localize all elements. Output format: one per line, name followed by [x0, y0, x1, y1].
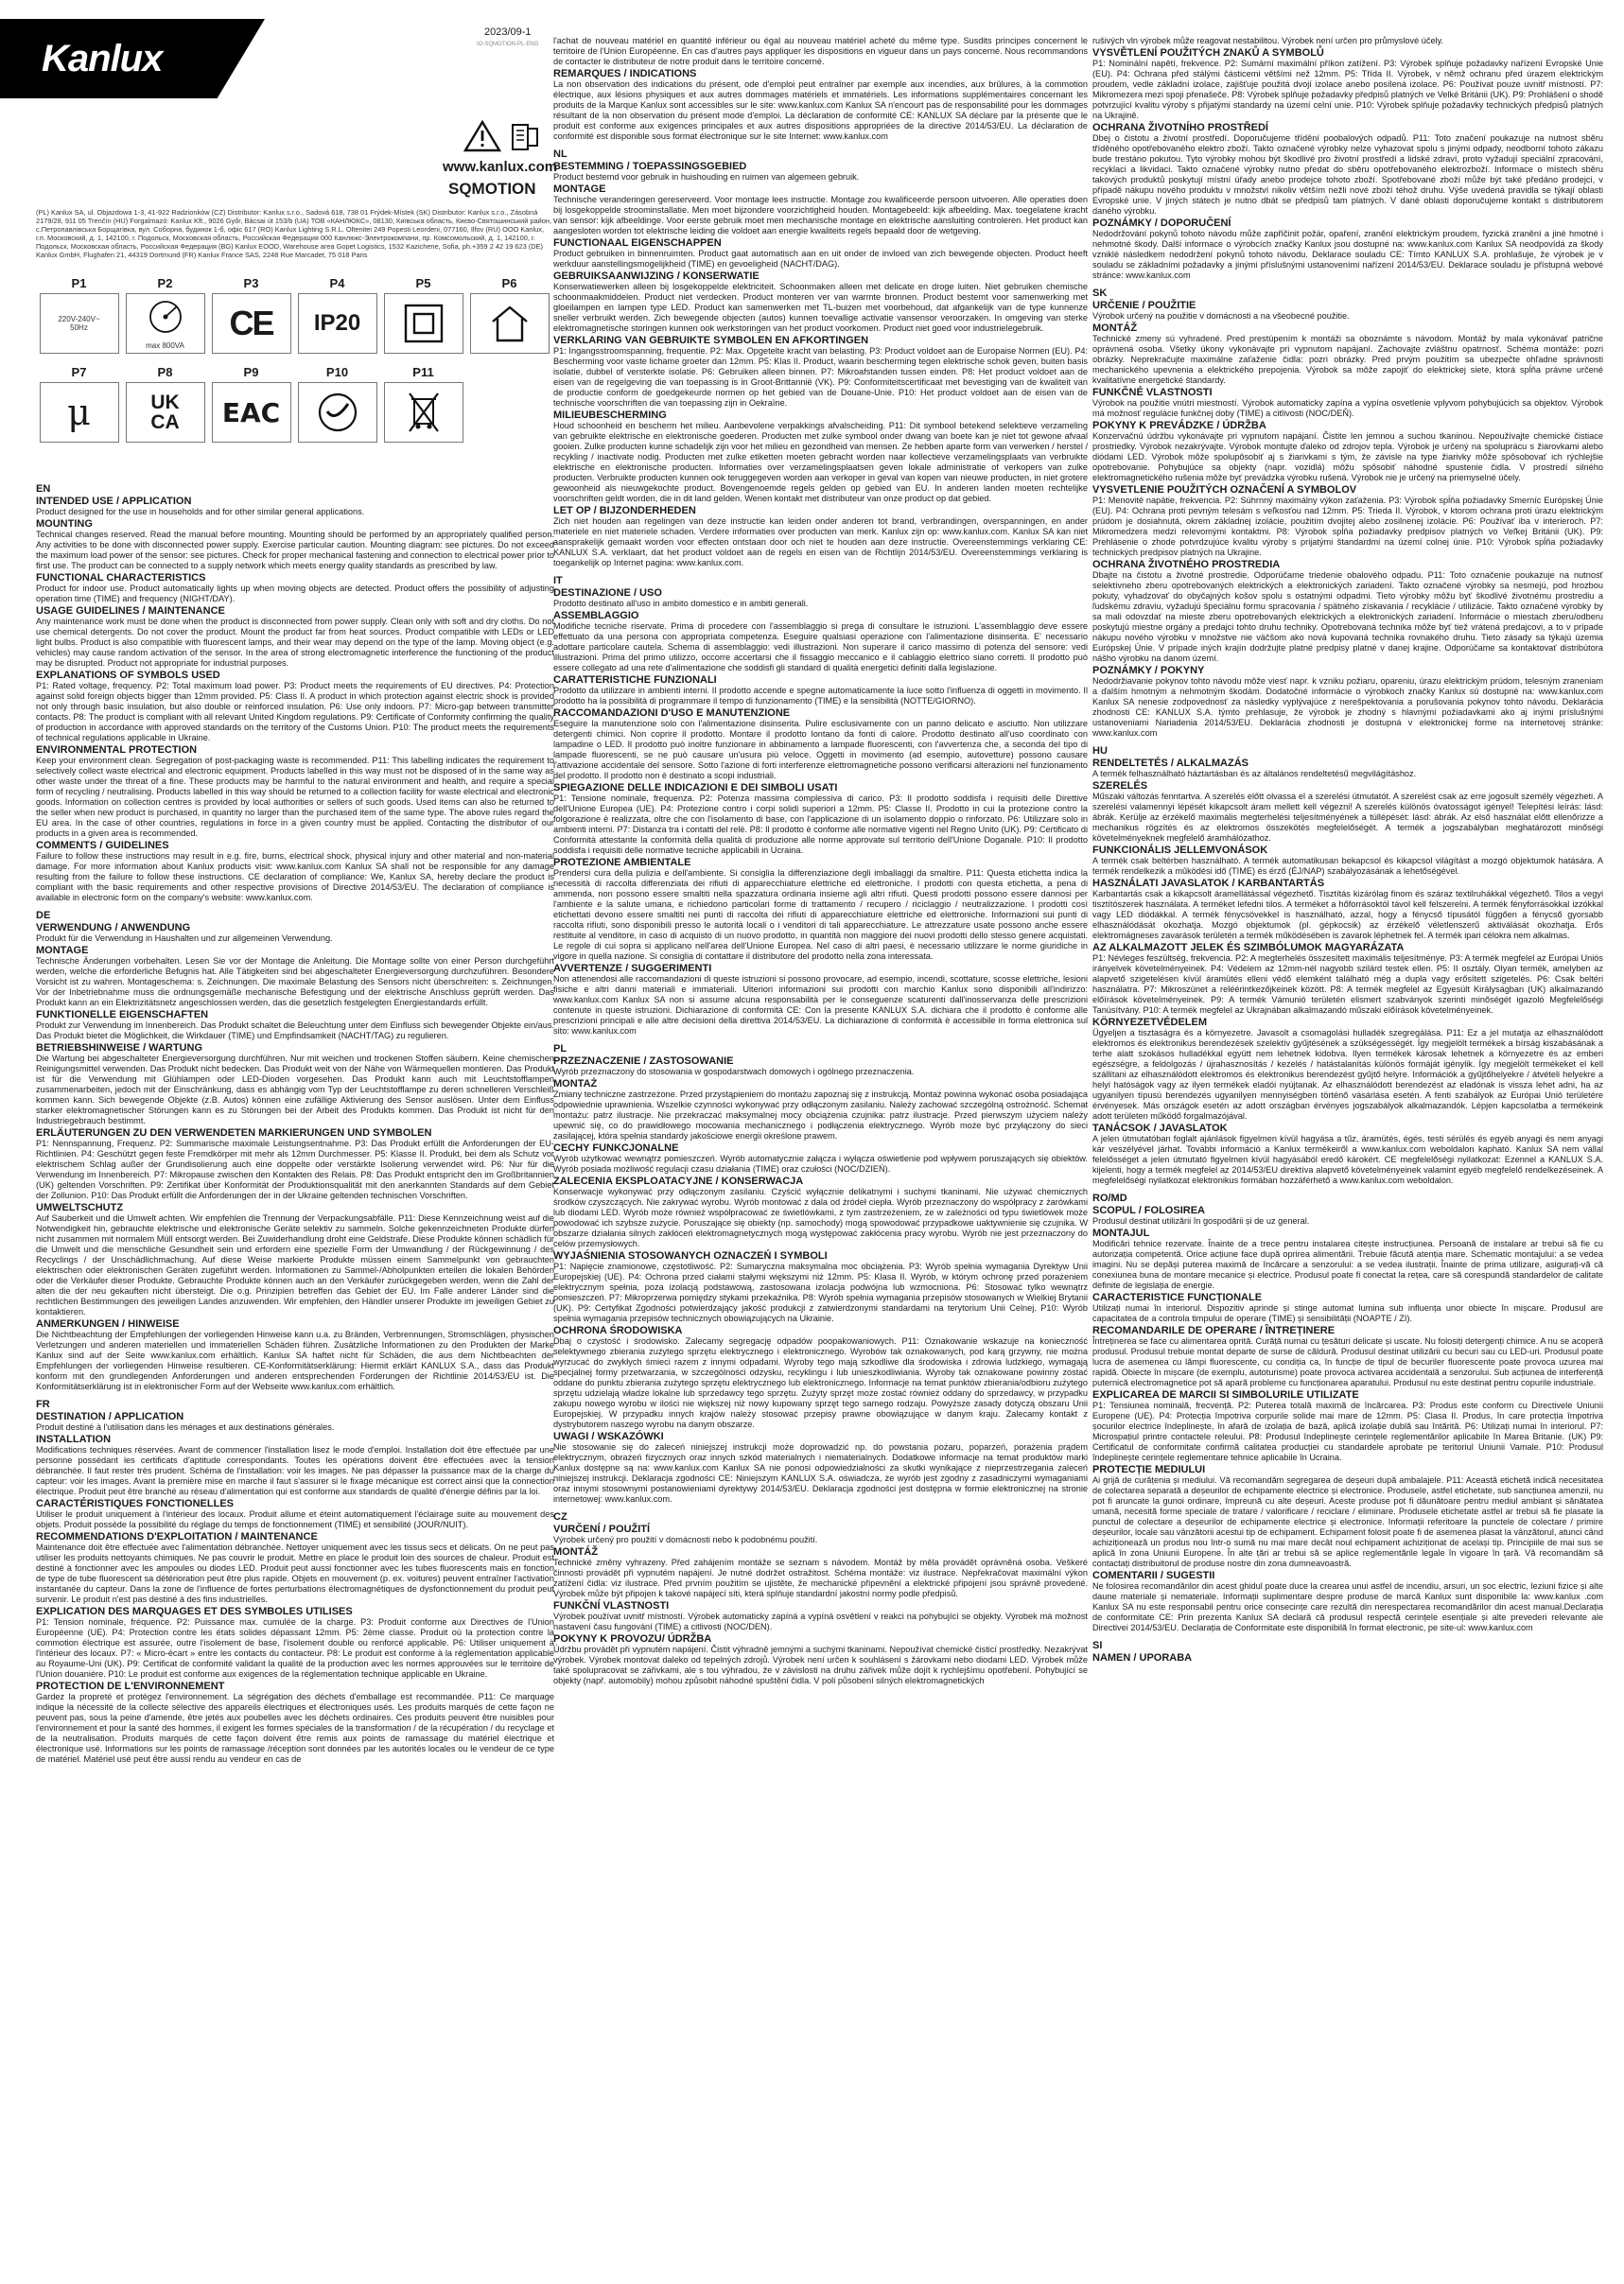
section-paragraph: Wyrób przeznaczony do stosowania w gospodarstwach domowych i ogólnego przeznaczenia.	[553, 1067, 915, 1076]
section-heading: VYSVETLENIE POUŽITÝCH OZNAČENÍ A SYMBOLOV	[1092, 484, 1357, 496]
section-paragraph: Ai grijă de curățenia și mediului. Vă recomandăm segregarea de deșeuri după ambalajele. P11: Această etichetă indică necesitatea de colectarea separată a deșeurilor de echipamente electrice și electronice. Produsele, astfel etichetate, sub sancțiunea amenzii, nu pot fi aruncate la gunoi ordinare, împreună cu alte deșeuri. Aceste produse pot fi dăunătoare pentru mediul ambiant și sănătatea umană, necesită forme speciale de tratare / valorificare / reciclare / eliminare. Produsele etichetate astfel ar trebui să fie plasate la punctul de colectare a deșeurilor de echipamente electrice și electronice. Informații referitoare la punctele de colectare / primire deșeurilor, locale sau vânzătorii acestui tip de echipament. Echipament folosit poate fi de asemenea plasat la vânzătorul, atunci când achiziționează un produs nou într-o sumă nu mai mare decât noul echipament achiziționat de același tip. Principiile de mai sus se aplică în zona Uniunii Europene. În alte țări ar trebui să se aplice reglementările legale în vigoare în țară. Vă recomandăm să contactați distribuitorul de produse nostre din zona dumneavoastră.	[1092, 1475, 1603, 1568]
section-heading: MONTAGE	[36, 945, 89, 956]
section-heading: EXPLANATIONS OF SYMBOLS USED	[36, 670, 220, 681]
section-paragraph: Auf Sauberkeit und die Umwelt achten. Wir empfehlen die Trennung der Verpackungsabfälle. P11: Diese Kennzeichnung weist auf die Notwendigkeit hin, gebrauchte elektrische und elektronische Geräte selektiv zu sammeln. Solche gekennzeichneten Produkte dürfen nicht zusammen mit normalem Müll entsorgt werden. Bei Zuwiderhandlung droht eine Geldstrafe. Diese Produkte können schädlich für die Umwelt und die menschliche Gesundheit sein und erfordern eine spezielle Form der Umwandlung / der Rückgewinnung / des Recyclings / der Unschädlichmachung. Auf diese Weise markierte Produkte müssen einem Sammelpunkt von gebrauchten elektrischen oder elektronischen Geräten zugeführt werden. Informationen zu Sammel-/Abholpunkten erteilen die lokalen Behörden oder die Verkäufer dieser Produkte. Gebrauchte Produkte können auch an den Verkäufer zurückgegeben werden, wenn die Zahl der alten die der neu gekauften nicht übersteigt. Die o.g. Prinzipien betreffen das Gebiet der EU. Im Falle anderer Länder sind die rechtlichen Bestimmungen des jeweiligen Landes anzuwenden. Wir empfehlen, den Händler unserer Produkte im jeweiligen Gebiet zu kontaktieren.	[36, 1213, 554, 1316]
symbol-empty	[466, 365, 552, 443]
section-de	[36, 911, 554, 1392]
language-code: RO/MD	[1092, 1193, 1127, 1204]
section-paragraph: Die Nichtbeachtung der Empfehlungen der vorliegenden Hinweise kann u.a. zu Bränden, Verbrennungen, Stromschlägen, physischen Verletzungen und anderen materiellen und immateriellen Schäden führen. Zusätzliche Informationen zu den Produkten der Marke Kanlux sind auf der Seite www.kanlux.com erhältlich. Kanlux SA haftet nicht für Schäden, die aus dem Nichtbeachten der Empfehlungen der vorliegenden Hinweise resultieren. CE-Konformitätserklärung: Hiermit erklärt KANLUX S.A., dass das Produkt konform mit den grundlegenden Anforderungen und anderen entsprechenden Forderungen der Richtlinie 2014/53/EU ist. Die Konformitätserklärung ist in elektronischer Form auf der Webseite www.kanlux.com erhältlich.	[36, 1330, 554, 1391]
section-paragraph: Nie stosowanie się do zaleceń niniejszej instrukcji może doprowadzić np. do powstania pożaru, poparzeń, porażenia prądem elektrycznym, obrażeń fizycznych oraz innych szkód materialnych i niematerialnych. Dodatkowe informacje na temat produktów marki Kanlux dostępne są na: www.kanlux.com Kanlux SA nie ponosi odpowiedzialności za skutki wynikające z nieprzestrzegania zaleceń niniejszej instrukcji. Deklaracja zgodności CE: Niniejszym KANLUX S.A. oświadcza, że wyrób jest zgodny z zasadniczymi wymaganiami oraz innymi stosownymi postanowieniami dyrektywy 2014/53/EU. Deklaracja zgodności jest dostępna w formie elektronicznej na stronie internetowej: www.kanlux.com.	[553, 1442, 1088, 1504]
ce-mark-icon: CE	[212, 293, 291, 354]
symbols-row-2	[36, 365, 554, 443]
section-paragraph: Údržbu provádět při vypnutém napájení. Čistit výhradně jemnými a suchými tkaninami. Nepoužívat chemické čisticí prostředky. Nezakrývat výrobek. Výrobek montovat daleko od tepelných zdrojů. Výrobek není určen k souhlásení s žárovkami nebo diodami LED. Výrobek může také spolupracovat se zářivkami, ale s tou výhradou, že v závislosti na druhu zářivek může dojít k rychlejšímu opotřebení. Pohybující se objekty (např. automobily) mohou způsobit náhodné spuštění čidla. V poli působení silných elektromagnetických	[553, 1645, 1088, 1685]
section-paragraph: P1: Tensiunea nominală, frecvență. P2: Puterea totală maximă de încărcarea. P3: Produs este conform cu Directivele Uniunii Europene (UE). P4: Protecția împotriva corpurile solide mai mare de 12mm. P5: Clasa II. Produs, în care protecția împotriva șocurilor electrice îndeplinește, în afară de izolația de bază, aplică izolație dublă sau întărită. P6: Utilizați numai în interiorul. P7: Microspațiul printre contactele releului. P8: Produsul îndeplinește cerințele reglementărilor aplicabile în Marea Britanie. (UK) P9: Certificatul de conformitate confirmă calitatea producției cu standardele aprobate pe teritoriul Uniunii Vamale. P10: Produsul îndeplinește cerințele reglementare tehnice aplicabile în Ucraina.	[1092, 1401, 1603, 1462]
language-code: EN	[36, 483, 51, 495]
section-paragraph: Product bestemd voor gebruik in huishouding en ruimen van algemeen gebruik.	[553, 172, 860, 182]
section-heading: AZ ALKALMAZOTT JELEK ÉS SZIMBÓLUMOK MAGYARÁZATA	[1092, 942, 1405, 953]
section-heading: EXPLICAREA DE MARCII SI SIMBOLURILE UTILIZATE	[1092, 1389, 1359, 1401]
language-code: FR	[36, 1399, 50, 1410]
section-heading: SZERELÉS	[1092, 780, 1148, 792]
section-cz	[553, 1512, 1088, 1686]
section-paragraph: Utilizați numai în interiorul. Dispozitiv aprinde și stinge automat lumina sub influența unor obiecte în mișcare. Produsul are capacitatea de a controla timpului de operare (TIME) și sensibilității (NOAPTE / ZI).	[1092, 1303, 1603, 1323]
section-heading: MONTÁŽ	[1092, 323, 1138, 334]
section-heading: INTENDED USE / APPLICATION	[36, 496, 192, 507]
section-ro	[1092, 1194, 1603, 1633]
section-paragraph: P1: Ingangsstroomspanning, frequentie. P2: Max. Opgetelte kracht van belasting. P3: Product voldoet aan de Europaise Normen (EU). P4: Bescherming voor vaste lichame groeter dan 12mm. P5: Klas II. Product, waarin bescherming tegen elektrische schok geven, buiten basis isolatie, dubbel of versterkte isolatie. P6: Gebruiken alleen binnen. P7: Mikroafstanden tussen einden. P8: Het product voldoet aan de eisen van de regelgeving die van toepassing is in Groot-Brittannië (VK). P9: Conformiteitscertificaat met bevestiging van de kwaliteit van de productie conform de goedgekeurde normen op het gebied van de Douane-Unie. P10: Het product voldoet aan de eisen van de technische voorschriften die van toepassing zijn in Oekraïne.	[553, 346, 1088, 408]
max-load-icon: max 800VA	[126, 293, 205, 354]
section-paragraph: Keep your environment clean. Segregation of post-packaging waste is recommended. P11: This labelling indicates the requirement to selectively collect waste electrical and electronic equipment. Products labelled in this way must not be disposed of in the same way as other waste under the threat of a fine. These products may be harmful to the natural environment and health, and require a special form of recycling / neutralising. Products labelled in this way should be returned to a collection facility for waste electrical and electronic goods. Information on collection centres is provided by local authorities or sellers of such goods. Used items can also be returned to the seller when new product is purchased, in quantity no larger than the purchased item of the same type. The above rules regard the EU area. In the case of other countries, regulations in force in a given country must be applied. Contacting the distributor of our products in a given area is recommended.	[36, 756, 554, 838]
section-paragraph: Műszaki változás fenntartva. A szerelés előtt olvassa el a szerelési útmutatót. A szerelést csak az erre jogosult személy végezheti. A szerelési valamennyi lépését kikapcsolt áram mellett kell végezni! A szerelés különös óvatosságot igényel! Telepítési leírás: lásd: ábrák. Kerülje az érzékelő maximális megterhelési teljesítményének a túllépését: lásd: ábrák. Az első használat előtt ellenőrizze a mechanikus rögzítés és az elektromos összekötés megfelelőségét. A termék a jogszabályban meghatározott minőségi követelményeknek megfelelő áramhálózathoz.	[1092, 792, 1603, 843]
section-heading: OCHRANA ŽIVOTNÍHO PROSTŘEDÍ	[1092, 122, 1268, 133]
section-paragraph: A termék felhasználható háztartásban és az általános rendeltetésű megvilágításhoz.	[1092, 769, 1417, 778]
eac-icon: EAC	[212, 382, 291, 443]
section-paragraph: Gardez la propreté et protégez l'environnement. La ségrégation des déchets d'emballage est recommandée. P11: Ce marquage indique la nécessité de la collecte sélective des appareils électriques et électroniques usés. Les produits marqués de cette façon ne peuvent pas, sous la peine d'amende, être jetés aux poubelles avec les déchets ordinaires. Ces produits peuvent être nuisibles pour l'environnement et pour la santé des hommes, il exigent les formes spéciales de la transformation / de la récupération / du recyclage et de la neutralisation. Produits marqués de cette façon doivent être remis aux points de ramassage du matériel électrique et électronique usé. Informations sur les points de ramassage /réception sont données par les autorités locales ou le vendeur de ce type de matériel. Matériel usé peut être aussi rendu au vendeur en cas de	[36, 1692, 554, 1764]
language-code: NL	[553, 148, 568, 160]
class-ii-icon	[384, 293, 463, 354]
section-paragraph: Produkt für die Verwendung in Haushalten und zur allgemeinen Verwendung.	[36, 933, 333, 943]
section-heading: MOUNTING	[36, 518, 93, 530]
section-paragraph: P1: Nominální napětí, frekvence. P2: Sumární maximální příkon zatížení. P3: Výrobek splňuje požadavky nařízení Evropské Unie (EU). P4: Ochrana před stálými částicemi většími než 12mm. P5: Třída II. Výrobek, v němž ochranu před úrazem elektrickým proudem, vedle základní izolace, zajišťuje použitá dvojí izolace anebo posílená izolace. P6: Používat pouze uvnitř místností. P7: Mikromezera mezi spoji přenašeče. P8: Výrobek splňuje požadavky předpisů platných ve Velké Británii (UK). P9: Prohlášení o shodě potvrzující kvalitu výroby s přijatými standardy na území celní unie. P10: Výrobek splňuje požadavky technických předpisů platných na Ukrajině.	[1092, 59, 1603, 120]
section-heading: PROTECȚIE MEDIULUI	[1092, 1464, 1206, 1475]
symbol-p8: P8 UK CA	[122, 365, 208, 443]
section-heading: ASSEMBLAGGIO	[553, 610, 639, 621]
section-paragraph: Ne folosirea recomandărilor din acest ghidul poate duce la crearea unui astfel de incendiu, arsuri, un șoc electric, leziuni fizice și alte daune materiale și nemateriale. Informații suplimentare despre produse de marcă Kanlux sunt disponibile la: www.kanlux .com Kanlux SA nu este responsabil pentru orice consecințe care rezultă din nerespectarea recomandărilor din acest manual.Declarația de conformitate CE: Prin prezenta Kanlux SA declară că produsul respectă cerințele esențiale și alte prevederi relevante ale Directivei 2014/53/EU. Declarația de Conformitate este disponibilă în format electronic, pe site-ul: www.kanlux.com	[1092, 1581, 1603, 1632]
section-paragraph: La non observation des indications du présent, ode d'emploi peut entraîner par exemple aux incendies, aux brûlures, à la commotion électrique, aux lésions physiques et aux autres dommages matériels et immatériels. Les informations supplémentaires concernant les produits de la Marque Kanlux sont accessibles sur le site: www.kanlux.com Kanlux SA n'encourt pas de responsabilité pour les dommages résultant de la non observation du présent mode d'emploi. La déclaration de conformité CE: KANLUX SA déclare par la présente que le produit est conforme aux exigences principales et aux autres dispositions appropriées de la directive 2014/53/EU. La déclaration de conformité est disponible sous format électronique sur le site Internet: www.kanlux.com	[553, 79, 1088, 141]
section-paragraph: Technické změny vyhrazeny. Před zahájením montáže se seznam s návodem. Montáž by měla provádět oprávněná osoba. Veškeré činnosti provádět při vypnutém napájení. Je nutné dodržet ostražitost. Schéma montáže: viz ilustrace. Nepřekračovat maximální výkon zatížení čidla: viz ilustrace. Před prvním použitím se ujistěte, že mechanické připevnění a elektrické připojení jsou správně provedené. Výrobek může být připojen k takové napájecí síti, která splňuje standardní jakostní normy podle předpisů.	[553, 1558, 1088, 1598]
language-code: PL	[553, 1043, 568, 1055]
section-heading: DESTINAZIONE / USO	[553, 587, 662, 599]
symbol-label: P1	[71, 276, 87, 290]
section-paragraph: Konserwacje wykonywać przy odłączonym zasilaniu. Czyścić wyłącznie delikatnymi i suchymi tkaninami. Nie używać chemicznych środków czyszczących. Nie zakrywać wyrobu. Wyrób montować z dala od źródeł ciepła. Wyrób przeznaczony do współpracy z żarówkami lub diodami LED. Wyrób może również współpracować ze świetlówkami, z tym zastrzeżeniem, że w zależności od typu świetlówek może powodować ich szybsze zużycie. Poruszające się obiekty (np. samochody) mogą spowodować przypadkowe uaktywnienie się czujnika. W obszarze działania silnych zakłóceń elektromagnetycznych mogą występować zakłócenia pracy wyrobu. Wyrób nie jest przeznaczony do celów przemysłowych.	[553, 1187, 1088, 1248]
symbol-p9: P9 EAC	[208, 365, 294, 443]
section-paragraph: Utiliser le produit uniquement à l'intérieur des locaux. Produit allume et éteint automatiquement l'éclairage suite au mouvement des objets. Produit possède la possibilité du réglage du temps de fonctionnement (TIME) et sensibilité (JOUR/NUIT).	[36, 1509, 554, 1529]
section-paragraph: Konserwatiewerken alleen bij losgekoppelde elektriciteit. Schoonmaken alleen met delicate en droge luiten. Niet gebruiken chemische schoonmaakmiddelen. Product niet verdecken. Product monteren ver van warmte bronnen. Product bestemt voor samenwerking met gloeilampen en lampen type LED. Product kan samenwerken met TL-buizen met voorbehoud, dat afgankelijk van de type kunnenze sneller verbruikt werden. Zich bewegende objecten (autos) kunnen toevallige activatie vansensor veroorzaken. In omgeving van sterke elektromagnetische storingen kunnen ook werkstoringen van het product voorkomen. Product niet goed voor industrielegebruik.	[553, 282, 1088, 333]
section-paragraph: Ügyeljen a tisztaságra és a környezetre. Javasolt a csomagolási hulladék szegregálása. P11: Ez a jel mutatja az elhasználódott elektromos és elektronikus berendezések szelektív gyűjtésének a szükségességét. Így megjelölt termékek a bírság kiszabásának a terhe alatt szokásos hulladékkal együtt nem lehetnek kidobva. Ilyen termékek károsak lehetnek a környezetre és az emberi egészségre, a feldolgozás / újrahasznosítás / kezelés / hatástalanítás különös formáját igénylik. Így megjelölt termékeket el kell szállítani az elhasználódott elektromos és elektronikus berendezést gyűjtő helyre. Információk a gyűjtőhelyekre / átvételi helyekre a helyi hatóságok vagy az ilyen termékek eladói nyújtanak. Az elhasználódott berendezést az eladónak is vissza lehet adni, ha az ugyanilyen típusú berendezés ugyanilyen mennyiségben történő vásárlása esetén. A fenti szabályok az Európai Unió területére érvényesek. Más országok esetén az adott országban érvényes jogszabályok alkalmazandók. Lépjen kapcsolatba a termékeink adott területen működő forgalmazójával.	[1092, 1028, 1603, 1121]
section-heading: ENVIRONMENTAL PROTECTION	[36, 744, 198, 756]
language-code: HU	[1092, 745, 1108, 757]
section-heading: CECHY FUNKCJONALNE	[553, 1142, 679, 1154]
section-paragraph: Technické zmeny sú vyhradené. Pred prestúpením k montáži sa oboznámte s návodom. Montáž by mala vykonávať patrične oprávnená osoba. Všetky úkony vykonávajte pri vypnutom napájaní. Zachovajte zvláštnu opatrnosť. Schéma montáže: pozri obrázky. Neprekračujte maximálne zaťaženie čidla: pozri obrázky. Pred prvým použitím sa ubezpečte ohľadne správnosti mechanického upevnenia a elektrického prepojenia. Výrobok sa môže zapojiť do elektrickej siete, ktorá spĺňa právne určené kvalitatívne energetické štandardy.	[1092, 334, 1603, 385]
section-paragraph: Dbajte na čistotu a životné prostredie. Odporúčame triedenie obalového odpadu. P11: Toto označenie poukazuje na nutnosť selektívneho zberu opotrebovaných elektrických a elektronických zariadení. Takto označené výrobky sa nesmejú, pod hrozbou pokuty, vyhadzovať do obyčajných košov spolu s ostatnými odpadmi. Tieto výrobky môžu byť škodlivé životnému prostrediu a ľudskému zdraviu, vyžadujú špeciálnu formu spracovania / spätného získavania / recyklácie / utilizácie. Takto označené výrobky by sa mali odovzdať na mieste zberu opotrebovaných elektrických a elektronických zariadení. Informácie o miestach zberu/odberu poskytujú miestne orgány a predajci tohto druhu techniky. Opotrebovaná technika môže byť tiež vrátená predajcovi, a to v prípade nákupu nového výrobku v množstve nie väčšom ako nová kupovaná technika rovnakého druhu. Tieto zásady sa týkajú územia Európskej Únie. V prípade iných krajín dodržujte platné predpisy platné v danej krajine. Odporúčame sa kontaktovať distribútora nášho výrobku na danom území.	[1092, 570, 1603, 663]
section-en	[36, 484, 554, 903]
section-paragraph: Product for indoor use. Product automatically lights up when moving objects are detected. Product offers the possibility of adjusting operation time (TIME) and frequency (NIGHT/DAY).	[36, 584, 554, 603]
section-paragraph: Dbaj o czystość i środowisko. Zalecamy segregację odpadów poopakowaniowych. P11: Oznakowanie wskazuje na konieczność selektywnego zbierania zużytego sprzętu elektrycznego i elektronicznego. Wyrobów tak oznakowanych, pod karą grzywny, nie można wyrzucać do zwykłych śmieci razem z innymi odpadami. Wyroby tego mają szkodliwe dla środowiska i zdrowia ludzkiego, wymagają specjalnej formy przetwarzania, w szczególności odzysku, recyklingu i lub unieszkodliwiania. Wyroby tak oznakowane powinny zostać oddane do punktu zbierania zużytego sprzętu elektrycznego lub elektronicznego. Informacje na temat punktów zbierania/odbioru zużytego sprzętu udzielają władze lokalne lub sprzedawcy tego sprzętu. Zużyty sprzęt może zostać również oddany do sprzedawcy, w przypadku zakupu nowego wyrobu w ilości nie większej niż nowy kupowany sprzęt tego samego rodzaju. Powyższe zasady dotyczą obszaru Unii Europejskiej. W przypadku innych krajów należy stosować przepisy prawne obowiązujące w danym kraju. Zalecamy kontakt z dystrybutorem naszego wyrobu na danym obszarze.	[553, 1336, 1088, 1429]
section-heading: VERKLARING VAN GEBRUIKTE SYMBOLEN EN AFKORTINGEN	[553, 335, 869, 346]
section-paragraph: Technical changes reserved. Read the manual before mounting. Mounting should be performed by an appropriately qualified person. Any activities to be done with disconnected power supply. Exercise particular caution. Mounting diagram: see pictures. Do not exceed the maximum load power of the sensor: see pictures. Check for proper mechanical fastening and connection to electrical power prior to first use. The product can be connected to a supply network which meets energy quality standards as prescribed by law.	[36, 530, 554, 570]
section-heading: PROTEZIONE AMBIENTALE	[553, 857, 691, 868]
brand-logo: Kanlux	[42, 38, 163, 79]
section-heading: URČENIE / POUŽITIE	[1092, 300, 1196, 311]
document-code: IO-SQMOTION-PL-ENG	[477, 42, 539, 47]
section-heading: CARATTERISTICHE FUNZIONALI	[553, 674, 717, 686]
section-paragraph: P1: Menovité napätie, frekvencia. P2: Súhrnný maximálny výkon zaťaženia. P3: Výrobok spĺňa požiadavky Smerníc Európskej Únie (EU). P4: Ochrana proti pevným telesám s veľkosťou nad 12mm. P5: Trieda II. Výrobok, v ktorom ochrana proti úrazu elektrickým prúdom je dosiahnutá, okrem základnej izolácie, použitím dvojitej alebo zosilnenej izolácie. P6: Používať iba v interieroch. P7: Mikromedzera medzi relevomými kontaktmi. P8: Výrobok spĺňa požiadavky predpisov platných vo Veľkej Británii (UK). P9: Prehlásenie o zhode potvrdzujúce kvalitu výroby s prijatými štandardmi na území colnej únie. P10: Výrobok spĺňa požiadavky technických predpisov platných na Ukrajine.	[1092, 496, 1603, 557]
section-paragraph: Prendersi cura della pulizia e dell'ambiente. Si consiglia la differenziazione degli imballaggi da smaltire. P11: Questa etichetta indica la necessità di raccolta differenziata dei rifiuti di apparecchiature elettriche ed elettroniche. I prodotti con questa etichetta, a pena di ammenda, non possono essere smaltiti nella spazzatura ordinaria insieme agli altri rifiuti. Questi prodotti possono essere dannosi per l'ambiente e la salute umana, e richiedono particolari forme di trattamento / recupero / riciclaggio / neutralizzazione. I prodotti così etichettati devono essere smaltiti nei punti di raccolta dei rifiuti di apparecchiature elettriche ed elettroniche. Informazioni sui punti di raccolta rifiuti, sono disponibili presso le autorità locali o i venditori di tali apparecchiature. Le attrezzature usate possono anche essere restituite al venditore, in caso di acquisto di un nuovo prodotto, in quantità non maggiore dei nuovi prodotti dello stesso genere acquistati. Le regole di cui sopra si applicano nell'area dell'Unione Europea. Nel caso di altri paesi, è necessario utilizzare le norme giuridiche in vigore in quella nazione. Si consiglia di contattare il distributore del prodotto nella zona interessata.	[553, 868, 1088, 961]
section-heading: BESTEMMING / TOEPASSINGSGEBIED	[553, 161, 747, 172]
section-it	[553, 576, 1088, 1037]
section-paragraph: Modifications techniques réservées. Avant de commencer l'installation lisez le mode d'emploi. Installation doit être effectuée par une personne possédant les certificats d'aptitude correspondants. Toutes les opérations doivent être effectuées avec la tension débranchée. Il faut rester très prudent. Schéma de l'installation: voir les images. Ne pas dépasser la puissance max de la charge du capteur: voir les images. Avant la première mise en marche il faut s'assurer si le fixage mécanique est correct ainsi que la connection électrique. Produit peut être branché au réseau d'alimentation qui est conforme aux standards de qualité d'énergie définis par la loi.	[36, 1445, 554, 1496]
section-heading: CARACTERISTICE FUNCȚIONALE	[1092, 1292, 1263, 1303]
section-heading: OCHRONA ŚRODOWISKA	[553, 1325, 683, 1336]
product-name: SQMOTION	[448, 180, 536, 198]
section-paragraph: P1: Tensione nominale, frequenza. P2: Potenza massima complessiva di carico. P3: Il prodotto soddisfa i requisiti delle Direttive dell'Unione Europea (UE). P4: Protezione contro i corpi solidi superiori a 12mm. P5: Classe II. Prodotto in cui la protezione contro la folgorazione è realizzata, oltre che con l'isolamento di base, con l'applicazione di un isolamento doppio o rinforzato. P6: Utilizzare solo in ambienti interni. P7: Distanza tra i contatti del relè. P8: Il prodotto è conforme alle normative vigenti nel Regno Unito (UK). P9: Certificato di Conformità attestante la conformità della qualità di produzione alle norme approvate sul territorio dell'Unione Doganale. P10: Il prodotto soddisfa i requisiti delle normative tecniche applicabili in Ucraina.	[553, 793, 1088, 855]
section-paragraph: Any maintenance work must be done when the product is disconnected from power supply. Clean only with soft and dry cloths. Do not use chemical detergents. Do not cover the product. Mount the product far from heat sources. Product compatible with LEDs or LED light bulbs. Product is also compatible with fluorescent lamps, and their wear may depend on the type of the lamp. Moving object (e.g. vehicles) may cause random activation of the sensor. In the area of strong electromagnetic interference the functioning of the product may be disrupted. Product not appropriate for industrial purposes.	[36, 617, 554, 668]
section-heading: COMMENTS / GUIDELINES	[36, 840, 169, 851]
section-paragraph: Nedodržiavanie pokynov tohto návodu môže viesť napr. k vzniku požiaru, opareniu, úrazu elektrickým prúdom, telesným zraneniam a ďalším hmotným a nehmotným škodám. Dodatočné informácie o výrobkoch značky Kanlux sú dostupné na: www.kanlux.com Kanlux SA nenesie zodpovednosť za následky vyplývajúce z nerešpektovania a porušovania pokynov tohto návodu. Deklarácia zhodnosti CE: KANLUX S.A. týmto prehlasuje, že výrobok je zhodný s hlavnými požiadavkami ako aj inými príslušnými ustanoveniami Nariadenia 2014/53/EU. Deklarácia zhodnosti je dostupná v elektronickej forme na internetovej stránke: www.kanlux.com	[1092, 676, 1603, 738]
section-heading: BETRIEBSHINWEISE / WARTUNG	[36, 1042, 203, 1054]
section-heading: FUNKCIONÁLIS JELLEMVONÁSOK	[1092, 845, 1268, 856]
distributor-addresses: (PL) Kanlux SA, ul. Objazdowa 1-3, 41-922 Radzionków (CZ) Distributor: Kanlux s.r.o., Sadová 618, 738 01 Frýdek-Místek (SK) Distributor: Kanlux s.r.o., Zásobná 2179/28, 911 05 Trenčín (HU) Forgalmazó: Kanlux Kft., 9026 Győr, Bácsai út 153/b (UA) ТОВ «КАНЛЮКС», 08130, Київська область, Києво-Святошинський район, с.Петропавлівська Борщагівка, вул. Соборна, будинок 1-б, офіс 617 (RO) Kanlux Lighting S.R.L. Oltenitei 249 Popesti Leordeni, 077160, Ilfov (RU) ООО Kanlux, г.п. Московский, д. 1, 142100, г. Подольск, Московская область, Российская Федерация 000 Канлюкс-Электрокомпани, пр. Комсомольский, д. 1, 142100, г. Подольск, Московская область, Российская Федерация (BG) Kanlux EOOD, Warehouse area Gopet Logistics, 1532 Kazichene, Sofia, ph.+359 2 42 19 623 (DE) Kanlux GmbH, Flughafen 21, 44319 Dortmund (FR) Kanlux France SAS, 2248 Rue Marcadet, 75 018 Paris	[36, 208, 551, 259]
section-nl	[553, 149, 1088, 568]
section-paragraph: P1: Nennspannung, Frequenz. P2: Summarische maximale Leistungsentnahme. P3: Das Produkt erfüllt die Anforderungen der EU-Richtlinien. P4: Geschützt gegen feste Fremdkörper mit mehr als 12mm Durchmesser. P5: Klasse II. Produkt, bei dem als Schutz vor elektrischem Schlag außer der Grundisolierung auch eine doppelte oder verstärkte Isolierung verwendet wird. P6: Nur für die Verwendung im Innenbereich. P7: Mikropause zwischen den Kontakten des Relais. P8: Das Produkt entspricht den im Großbritannien (UK) geltenden Vorschriften. P9: Zertifikat über Konformität der Produktionsqualität mit den anerkannten Standards auf dem Gebiet der Zollunion. P10: Das Produkt erfüllt die Anforderungen der in der Ukraine geltenden technischen Vorschriften.	[36, 1139, 554, 1200]
section-paragraph: Technische Änderungen vorbehalten. Lesen Sie vor der Montage die Anleitung. Die Montage sollte von einer Person durchgeführt werden, welche die erforderliche Befugnis hat. Alle Tätigkeiten sind bei abgeschalteter Energieversorgung durchzuführen. Besondere Vorsicht ist zu wahren. Montageschema: s. Zeichnungen. Die maximale Belastung des Sensors nicht überschreiten: s. Zeichnungen. Vor der Inbetriebnahme muss die ordnungsgemäße mechanische Befestigung und der elektrische Anschluss geprüft werden. Das Produkt kann an ein Elektrizitätsnetz angeschlossen werden, das die gesetzlich festgelegten Energiestandards erfüllt.	[36, 956, 554, 1007]
section-paragraph: Produsul destinat utilizării în gospodării și de uz general.	[1092, 1216, 1310, 1226]
section-heading: TANÁCSOK / JAVASLATOK	[1092, 1123, 1228, 1134]
section-heading: VURČENÍ / POUŽITÍ	[553, 1524, 651, 1535]
section-heading: ERLÄUTERUNGEN ZU DEN VERWENDETEN MARKIERUNGEN UND SYMBOLEN	[36, 1127, 432, 1139]
section-heading: RENDELTETÉS / ALKALMAZÁS	[1092, 758, 1249, 769]
section-heading: VERWENDUNG / ANWENDUNG	[36, 922, 191, 933]
section-heading: SCOPUL / FOLOSIREA	[1092, 1205, 1205, 1216]
language-code: CZ	[553, 1511, 568, 1523]
section-paragraph: Výrobek určený pro použití v domácnosti nebo k podobnému použití.	[553, 1535, 818, 1544]
section-paragraph: Výrobok určený na použitie v domácnosti a na všeobecné použitie.	[1092, 311, 1350, 321]
section-paragraph: Modificări tehnice rezervate. Înainte de a trece pentru instalarea citește instrucțiunea. Persoană de instalare ar trebui să fie cu autorizația competentă. Orice acțiune face după oprirea alimentării. Trebuie făcută atenția mare. Schematic montajului: a se vedea imagini. Nu se depăși puterea maximă de încărcare a senzorului: a se vedea ilustrații. Înainte de prima utilizare, asigurați-vă că conexiunea buna de montare mecanice și electrice. Produsul poate fi conectat la rețea, care să corespundă standardelor de calitate definite de legislația de energie.	[1092, 1239, 1603, 1290]
section-paragraph: Eseguire la manutenzione solo con l'alimentazione disinserita. Pulire esclusivamente con un panno delicato e asciutto. Non utilizzare detergenti chimici. Non coprire il prodotto. Montare il prodotto lontano da fonti di calore. Prodotto destinato all'uso coordinato con lampadine o LED. Il prodotto può inoltre funzionare in abbinamento a lampade fluorescenti, con l'avvertenza che, a seconda del tipo di lampade fluorescenti, se ne può causare un'usura più veloce. Oggetti in movimento (ad esempio, autovetture) possono causare l'attivazione accidentale del sensore. Sotto l'azione di forti interferenze elettromagnetiche possono verificarsi alterazioni nel funzionamento del prodotto. Il prodotto non è destinato a scopi industriali.	[553, 719, 1088, 780]
section-paragraph: Modifiche tecniche riservate. Prima di procedere con l'assemblaggio si prega di consultare le istruzioni. L'assemblaggio deve essere effettuato da una persona con appropriata competenza. Eseguire qualsiasi operazione con l'alimentazione disinserita. E' necessario adottare particolare cautela. Schema di assemblaggio: vedi illustrazioni. Non superare il carico massimo di potenza del sensore: vedi illustrazioni. Prima del primo utilizzo, occorre accertarsi che il fissaggio meccanico e il cablaggio elettrico siano corretti. Il prodotto può essere collegato ad una rete d'alimentazione che soddisfi gli standard di qualità energetici definiti dalla legislazione.	[553, 621, 1088, 672]
column-1	[36, 477, 554, 1765]
section-paragraph: P1: Tension nominale, fréquence. P2: Puissance max. cumulée de la charge. P3: Produit conforme aux Directives de l'Union Européenne (UE). P4: Protection contre les états solides dépassant 12mm. P5: 2ème classe. Produit où la protection contre la commotion électrique est assurée, outre l'isolement de base, l'isolement double ou renforcé applicable. P6: Utiliser uniquement à l'intérieur des locaux. P7: « Micro-écart » entre les contacts du contacteur. P8: Le produit est conforme à la réglementation applicable au Royaume-Uni (UK). P9: Certificat de conformité validant la qualité de la production avec les normes approuvées sur le territoire de l'Union douanière. P10: Le produit est conforme aux exigences de la réglementation technique applicable en Ukraine.	[36, 1617, 554, 1679]
symbol-p6: P6	[466, 276, 552, 354]
section-heading: VYSVĚTLENÍ POUŽITÝCH ZNAKŮ A SYMBOLŮ	[1092, 47, 1324, 59]
ip20-icon: IP20	[298, 293, 377, 354]
symbol-p1	[36, 276, 122, 354]
website: www.kanlux.com	[443, 159, 558, 175]
section-paragraph: Výrobek používat uvnitř místností. Výrobek automaticky zapíná a vypíná osvětlení v reakci na pohybující se objekty. Výrobek má možnost nastavení času fungování (TIME) a citlivosti (NOC/DEN).	[553, 1612, 1088, 1631]
section-heading: MONTAJUL	[1092, 1228, 1150, 1239]
weee-bin-icon	[384, 382, 463, 443]
section-heading: LET OP / BIJZONDERHEDEN	[553, 505, 696, 516]
section-heading: AVVERTENZE / SUGGERIMENTI	[553, 963, 712, 974]
section-heading: PROTECTION DE L'ENVIRONNEMENT	[36, 1681, 225, 1692]
column-2	[553, 36, 1088, 1686]
section-paragraph: Karbantartás csak a kikapcsolt áramellátással végezhető. Tisztítás kizárólag finom és száraz textilruhákkal végezhető. Tilos a vegyi tisztítószerek használata. A terméket lefedni tilos. A terméket a hőforrásoktól távol kell felszerelni. A termék fényforrásokkal izzókkal vagy LED diódákkal. A termék fénycsövekkel is használható, azzal, hogy a fénycső típusától függően a fénycső gyorsabb elhasználódását okozhatja. Mozgó objektumok (pl. gépkocsik) az érzékelő véletlenszerű aktiválását okozhatja. Erős elektromágneses zavarások területén a termék működésében is zavarok léphetnek fel. A termék ipari célokra nem alkalmas.	[1092, 889, 1603, 940]
column-3	[1092, 36, 1603, 1664]
symbol-p5: P5	[380, 276, 466, 354]
symbols-row-1	[36, 276, 554, 354]
section-heading: FUNKČNÉ VLASTNOSTI	[1092, 387, 1213, 398]
section-heading: RECOMMENDATIONS D'EXPLOITATION / MAINTENANCE	[36, 1531, 318, 1543]
section-heading: SPIEGAZIONE DELLE INDICAZIONI E DEI SIMBOLI USATI	[553, 782, 838, 793]
symbol-p4: P4 IP20	[294, 276, 380, 354]
section-paragraph: A termék csak beltérben használható. A termék automatikusan bekapcsol és kikapcsol világítást a mozgó objektumok hatására. A termék rendelkezik a működési idő (TIME) és érző (ÉJ/NAP) szabályozásának a lehetőségével.	[1092, 856, 1603, 876]
section-heading: WYJAŚNIENIA STOSOWANYCH OZNACZEŃ I SYMBOLI	[553, 1250, 828, 1262]
section-paragraph: P1: Napięcie znamionowe, częstotliwość. P2: Sumaryczna maksymalna moc obciążenia. P3: Wyrób spełnia wymagania Dyrektyw Unii Europejskiej (UE). P4: Ochrona przed ciałami stałymi większymi niż 12mm. P5: Klasa II. Wyrób, w którym ochronę przed porażeniem elektrycznym spełnia, poza izolacją podstawową, zastosowana izolacja podwójna lub wzmocniona. P6: Stosować tylko wewnątrz pomieszczeń. P7: Mikroprzerwa pomiędzy stykami przekaźnika. P8: Wyrób spełnia wymagania przepisów stosowanych w Wielkiej Brytanii (UK). P9: Certyfikat Zgodności potwierdzający jakość produkcji z zatwierdzonymi standardami na terytorium Unii Celnej. P10: Wyrób spełnia wymagania przepisów technicznych obowiązujących na Ukrainie.	[553, 1262, 1088, 1323]
section-heading: HASZNÁLATI JAVASLATOK / KARBANTARTÁS	[1092, 878, 1325, 889]
language-code: SK	[1092, 288, 1108, 299]
section-paragraph: Zich niet houden aan regelingen van deze instructie kan leiden onder anderen tot brand, verbrandingen, overspanningen, en ander materiele en niet materiele schaden. Verdere informaties over producten van merk. Kanlux zijn op: www.kanlux.com. Kanlux SA kan niet aansprakelijk gemaakt worden voor effecten ontstaan door och niet te houden aan deze instructie. Overeenstemmings verklaring CE: KANLUX S.A. verklaart, dat het product voldoet aan de regels en eisen van de Richtlijn 2014/53/EU. Overeenstemmings verklaring is toegankelijk op Internet pagina: www.kanlux.com.	[553, 516, 1088, 567]
section-heading: REMARQUES / INDICATIONS	[553, 68, 697, 79]
section-paragraph: Wyrób użytkować wewnątrz pomieszczeń. Wyrób automatycznie załącza i wyłącza oświetlenie pod wpływem poruszających się obiektów. Wyrób posiada możliwość regulacji czasu działania (TIME) oraz czułości (NOC/DZIEŃ).	[553, 1154, 1088, 1174]
section-heading: PRZEZNACZENIE / ZASTOSOWANIE	[553, 1055, 734, 1067]
section-heading: FUNKTIONELLE EIGENSCHAFTEN	[36, 1009, 209, 1020]
ukraine-mark-icon	[298, 382, 377, 443]
section-pl	[553, 1044, 1088, 1505]
section-heading: GEBRUIKSAANWIJZING / KONSERWATIE	[553, 270, 760, 282]
section-heading: POZNÁMKY / DOPORUČENÍ	[1092, 218, 1231, 229]
section-paragraph: P1: Rated voltage, frequency. P2: Total maximum load power. P3: Product meets the requirements of EU directives. P4: Protection against solid foreign objects bigger than 12mm provided. P5: Class II. A product in which protection against electric shock is provided not only through basic insulation, but also double or reinforced insulation. P6: Use only indoors. P7: Micro-gap between transmitter contacts. P8: The product is compliant with all relevant United Kingdom regulations. P9: Certificate of Conformity confirming the quality of production in accordance with approved standards on the territory of the Customs Union. P10: The product meets the requirements of technical regulations applicable in Ukraine.	[36, 681, 554, 742]
section-heading: POKYNY K PROVOZU/ ÚDRŽBA	[553, 1633, 712, 1645]
section-paragraph: A jelen útmutatóban foglalt ajánlások figyelmen kívül hagyása a tűz, áramütés, égés, testi sérülés és egyéb anyagi és nem anyagi kár veszélyével járhat. További információ a Kanlux termékeiről a www.kanlux.com weboldalon kapható. Kanlux SA nem vállal felelősséget a jelen útmutató figyelmen kívül hagyásából eredő károkért. CE megfelelőségi nyilatkozat: Ezennel a KANLUX S.A. kijelenti, hogy a termék megfelel az 2014/53/EU direktíva alapvető követelményeinek valamint egyéb megfelelő rendelkezéseinek. A megfelelőségi nyilatkozat elektronikus formában hozzáférhető a www.kanlux.com weboldalon.	[1092, 1134, 1603, 1185]
warning-icons	[462, 119, 549, 158]
section-fr	[36, 1400, 554, 1765]
document-date: 2023/09-1	[484, 26, 532, 38]
symbol-p3: P3 CE	[208, 276, 294, 354]
micro-gap-icon: μ	[40, 382, 119, 443]
section-paragraph: Produkt zur Verwendung im Innenbereich. Das Produkt schaltet die Beleuchtung unter dem Einfluss sich bewegender Objekte ein/aus. Das Produkt bietet die Möglichkeit, die Wirkdauer (TIME) und Empfindsamkeit (NACHT/TAG) zu regulieren.	[36, 1020, 554, 1040]
language-code: DE	[36, 910, 51, 921]
symbol-p2: P2 max 800VA	[122, 276, 208, 354]
symbol-p10: P10	[294, 365, 380, 443]
section-cz-continued	[1092, 36, 1603, 281]
section-heading: ZALECENIA EKSPLOATACYJNE / KONSERWACJA	[553, 1176, 804, 1187]
section-hu	[1092, 746, 1603, 1186]
section-paragraph: Non attenendosi alle raccomandazioni di queste istruzioni si possono provocare, ad esempio, incendi, scottature, scosse elettriche, lesioni fisiche e altri danni materiali e immateriali. Ulteriori informazioni sui prodotti con marchio Kanlux sono disponibili all'indirizzo: www.kanlux.com Kanlux SA non si assume alcuna responsabilità per le conseguenze scaturenti dall'inosservanza delle prescrizioni contenute in queste istruzioni. Dichiarazione di conformità CE: Con la presente KANLUX S.A. dichiara che il prodotto è conforme alle prescrizioni principali e alle altre decisioni della direttiva 2014/53/EU. La dichiarazione di conformità è accessibile in forma elettronica sul sito: www.kanlux.com	[553, 974, 1088, 1036]
section-heading: POZNÁMKY / POKYNY	[1092, 665, 1205, 676]
ukca-icon: UK CA	[126, 382, 205, 443]
section-heading: OCHRANA ŽIVOTNÉHO PROSTREDIA	[1092, 559, 1281, 570]
section-heading: CARACTÉRISTIQUES FONCTIONELLES	[36, 1498, 235, 1509]
section-heading: MONTAGE	[553, 183, 606, 195]
section-heading: KÖRNYEZETVÉDELEM	[1092, 1017, 1208, 1028]
section-paragraph: Prodotto da utilizzare in ambienti interni. Il prodotto accende e spegne automaticamente la luce sotto l'influenza di oggetti in movimento. Il prodotto ha la possibilità di programmare il tempo di funzionamento (TIME) e la sensibilità (NOTTE/GIORNO).	[553, 686, 1088, 706]
section-heading: EXPLICATION DES MARQUAGES ET DES SYMBOLES UTILISES	[36, 1606, 353, 1617]
section-paragraph: Houd schoonheid en bescherm het milieu. Aanbevolene verpakkings afvalscheiding. P11: Dit symbool betekend selektieve verzameling van gebruikte elektrische en elektronische goederen. Producten met zulke symbool onder dwang van boete kan je niet tot gewone afvaal gooien. Zulke producten kunne schadelijk zijn voor het milieu en gezondheid van mensen. Ze hebben aparte form van verwerken / herstel / recykling / inactivate nodig. Producten met zulke etiketten moeten gebracht worden naar kollectieve verzamelingsplaats van verbruikte elektrische en elektronische producten. Informaties over verzamelingsplaatsen geven lokale administratie of verkopers van zulke producten. Verbruikte producten kunnen ook teruggegeven worden aan verkoper in geval van kopen van nieuwe producten, in niet grotere gewoonheid als nieuwgekochte product. Bovengenoemde regels gelden op gebied van EU. In anderen landen moeten rechtelijke voorschriften geldt worden, die in dit land gelden. Wenen kontakt met distributeur van onze product op dat gebied.	[553, 421, 1088, 503]
section-paragraph: Nedodržování pokynů tohoto návodu může zapříčinit požár, opaření, zranění elektrickým proudem, fyzická zranění a jiné hmotné i nehmotné škody. Další informace o výrobcích značky Kanlux jsou dostupné na: www.kanlux.com Kanlux SA neodpovídá za škody vzniklé následkem nedodržení pokynů tohoto návodu. Deklarace souladu CE: Tímto KANLUX S.A. prohlašuje, že výrobek je v souladu se základními požadavky a jinými příslušnými ustanoveními nařízení 2014/53/EU. Deklarace souladu je přístupná webové stránce: www.kanlux.com	[1092, 229, 1603, 280]
section-sk	[1092, 288, 1603, 739]
section-paragraph: Produit destiné à l'utilisation dans les ménages et aux destinations générales.	[36, 1422, 335, 1432]
section-paragraph: Product designed for the use in households and for other similar general applications.	[36, 507, 365, 516]
symbol-p7: P7 μ	[36, 365, 122, 443]
section-heading: FUNCTIONAL CHARACTERISTICS	[36, 572, 206, 584]
section-heading: UWAGI / WSKAZÓWKI	[553, 1431, 664, 1442]
language-code: SI	[1092, 1640, 1103, 1651]
section-heading: MONTAŻ	[553, 1078, 598, 1090]
voltage-icon: 220V-240V~ 50Hz	[40, 293, 119, 354]
section-heading: MONTÁŽ	[553, 1546, 599, 1558]
symbol-p11: P11	[380, 365, 466, 443]
section-heading: UMWELTSCHUTZ	[36, 1202, 124, 1213]
section-paragraph: Zmiany techniczne zastrzeżone. Przed przystąpieniem do montażu zapoznaj się z instrukcją. Montaż powinna wykonać osoba posiadająca odpowiednie uprawnienia. Wszelkie czynności wykonywać przy odłączonym zasilaniu. Należy zachować szczególną ostrożność. Schemat montażu: patrz ilustracje. Nie przekraczać maksymalnej mocy obciążenia czujnika: patrz ilustracje. Przed pierwszym użyciem należy upewnić się, co do prawidłowego mocowania mechanicznego i podłączenia elektrycznego. Wyrób może być przyłączony do sieci zasilającej, która spełnia standardy jakościowe energii określone prawem.	[553, 1090, 1088, 1141]
section-fr-continued	[553, 36, 1088, 142]
section-heading: FUNCTIONAAL EIGENSCHAPPEN	[553, 237, 722, 249]
section-heading: COMENTARII / SUGESTII	[1092, 1570, 1215, 1581]
section-paragraph: P1: Névleges feszültség, frekvencia. P2: A megterhelés összesített maximális teljesítménye. P3: A termék megfelel az Európai Uniós irányelvek követelményeinek. P4: Védelem az 12mm-nél nagyobb szilárd testek ellen. P5: II osztály. Olyan termék, amelyben az alapvető szigetelésen kívül áramütés elleni védő elemként található még a dupla vagy erősített szigetelés. P6: Csak beltéri használatra. P7: Mikroszünet a reléérintkezőjkeinek között. P8: A termék megfelel az Egyesült Királyságban (UK) alkalmazandó előírások követelményeinek. P9: A termék Vámunió területén elismert szabványok szerinti minőségét igazoló Megfelelőségi Tanúsítvány. P10: A termék megfelel az Ukrajnában alkalmazandó műszaki előírások követelményeinek.	[1092, 953, 1603, 1015]
section-heading: INSTALLATION	[36, 1434, 112, 1445]
warning-triangle-icon	[462, 119, 549, 153]
section-paragraph: Die Wartung bei abgeschalteter Energieversorgung durchführen. Nur mit weichen und trockenen Stoffen säubern. Keine chemischen Reinigungsmittel verwenden. Das Produkt nicht bedecken. Das Produkt weit von der Nähe von Wärmequellen montieren. Das Produkt ist für die Verwendung mit Glühlampen oder LED-Dioden vorgesehen. Das Produkt kann auch mit Leuchtstofflampen zusammenarbeiten, jedoch mit der Einschränkung, dass es abhängig vom Typ der Leuchtstofflampe zu deren schnelleren Verschleiß kommen kann. Sich bewegende Objekte (z.B. Autos) können eine zufällige Aktivierung des Sensor auslösen. Unter dem Einfluss starker elektromagnetischer Störungen kann es zu Störungen bei der Arbeit des Produkts kommen. Das Produkt ist nicht für den Industriegebrauch bestimmt.	[36, 1054, 554, 1125]
section-heading: MILIEUBESCHERMING	[553, 410, 667, 421]
section-si	[1092, 1641, 1603, 1664]
section-heading: FUNKČNÍ VLASTNOSTI	[553, 1600, 670, 1612]
section-heading: USAGE GUIDELINES / MAINTENANCE	[36, 605, 225, 617]
section-heading: DESTINATION / APPLICATION	[36, 1411, 184, 1422]
section-heading: POKYNY K PREVÁDZKE / ÚDRŽBA	[1092, 420, 1266, 431]
section-paragraph: Failure to follow these instructions may result in e.g. fire, burns, electrical shock, physical injury and other material and non-material damage. For more information about Kanlux products visit: www.kanlux.com Kanlux SA shall not be responsible for any damage resulting from the failure to follow these instructions. CE declaration of compliance: We, Kanlux SA, hereby declare the product is compliant with the basic requirements and other respective provisions of Directive 2014/53/EU. The declaration of compliance is available in electronic form on the company's website: www.kanlux.com.	[36, 851, 554, 902]
section-paragraph: Prodotto destinato all'uso in ambito domestico e in ambiti generali.	[553, 599, 809, 608]
section-heading: RACCOMANDAZIONI D'USO E MANUTENZIONE	[553, 707, 791, 719]
section-paragraph: rušivých vln výrobek může reagovat nestabilitou. Výrobek není určen pro průmyslové účely.	[1092, 36, 1444, 45]
section-paragraph: Dbej o čistotu a životní prostředí. Doporučujeme třídění poobalových odpadů. P11: Toto značení poukazuje na nutnost sběru tříděného opotřebovaného elektro zboží. Takto označené výrobky nelze vyhazovat spolu s jinými odpady, neodborní tohoto zákazu bude trestáno pokutou. Tyto výrobky mohou být škodlivé pro životní prostředí a lidské zdraví, proto vyžadují speciální zpracování, recyklaci a likvidaci. Takto označené výrobky nutno předat do sběru opotřebovaného elektrozboží. Informace o místech sběru takových produktů poskytují místní úřady anebo prodejce tohoto zboží. Spotřebované zboží může být také předáno prodejci, v případě nákupu nového produktu v množství nikoliv větším nežli nové zboží téhož druhu. Výše uvedená pravidla se týkají oblasti Evropské unie. V jiných státech je nutno dbát se předpisů tam platných. V dané oblasti doporučujeme kontakt s distributorem daného výrobku.	[1092, 133, 1603, 216]
language-code: IT	[553, 575, 563, 586]
section-heading: NAMEN / UPORABA	[1092, 1652, 1193, 1664]
section-paragraph: Product gebruiken in binnenruimten. Product gaat automatisch aan en uit onder de invloed van zich bewegende objecten. Product heeft werkduur aanstellingsmogelijkheid (TIME) en gevoeligheid (NACHT/DAG).	[553, 249, 1088, 269]
section-heading: ANMERKUNGEN / HINWEISE	[36, 1318, 180, 1330]
section-paragraph: l'achat de nouveau matériel en quantité inférieur ou égal au nouveau matériel acheté du même type. Susdits principes concernent le territoire de l'Union Européenne. En cas d'autres pays appliquer les dispositions en vigueur dans un pays concerné. Nous recommandons de contacter le distributeur de notre produit dans le territoire concerné.	[553, 36, 1088, 66]
section-paragraph: Maintenance doit être effectuée avec l'alimentation débranchée. Nettoyer uniquement avec les tissus secs et délicats. On ne peut pas utiliser les produits nettoyants chimiques. Ne pas couvrir le produit. Mettre en place le produit loin des sources de chaleur. Produit est destiné à fonctionner avec les ampoules ou diodes LED. Produit peut aussi fonctionner avec les tubes fluorescents mais en fonction de type de tube fluorescent sa détérioration peut être plus rapide. Objets en mouvement (p. ex. voitures) peuvent entraîner l'activation instantanée du capteur. Dans la zone de l'influence de fortes perturbations électromagnétiques de dysfonctionnement du produit peut survenir. Le produit n'est pas destiné à des fins industrielles.	[36, 1543, 554, 1604]
section-paragraph: Întreținerea se face cu alimentarea oprită. Curăță numai cu țesături delicate și uscate. Nu folosiți detergenți chimice. A nu se acoperă produsul. Produsul trebuie montat departe de surse de căldură. Produsul destinat utilizării cu becuri sau cu LED-uri. Produsul poate lucra de asemenea cu lămpi fluorescente, cu condiția ca, în funcție de tipul de becuriler fluorescente poate provoca uzurea mai rapidă. Obiecte în mișcare (de exemplu, autoturisme) poate provoca activarea accidentală a senzorului. Sub acțiunea de interferență puternică electromagnetice pot să apară probleme cu funcționarea aparatului. Produsul nu este destinat pentru copurile industriale.	[1092, 1336, 1603, 1387]
section-paragraph: Výrobok na použitie vnútri miestností. Výrobok automaticky zapína a vypína osvetlenie vplyvom pohybujúcich sa objektov. Výrobok má možnosť regulácie funkčnej doby (TIME) a citlivosti (NOC/DEŇ).	[1092, 398, 1603, 418]
indoor-use-icon	[470, 293, 550, 354]
section-paragraph: Konzervačnú údržbu vykonávajte pri vypnutom napájaní. Čistite len jemnou a suchou tkaninou. Nepoužívajte chemické čistiace prostriedky. Výrobok nezakrývajte. Výrobok montujte ďaleko od zdrojov tepla. Výrobok je určený na spoluprácu s žiarovkami alebo diódami LED. Výrobok môže spolupôsobiť aj s žiarivkami s tým, že závisle na type žiarivky môže spôsobovať ich rýchlejšie opotrebovanie. Pohybujúce sa objekty (napr. vozidlá) môžu spôsobiť náhodné spustenie čidla. V prostredí silného elektromagnetického rušenia môže byť prevádzka výrobku rušená. Výrobok nie je určený na priemyselné účely.	[1092, 431, 1603, 482]
section-heading: RECOMANDARILE DE OPERARE / ÎNTREȚINERE	[1092, 1325, 1336, 1336]
section-paragraph: Technische veranderingen gereserveerd. Voor montage lees instructie. Montage zou kwalificeerde persoon uitvoeren. Alle operaties doen bij losgekoppelde stroominstallatie. Men moet bijzondere voorzichtigheid houden. Montagebeeld: kijk afbeelding. Max. toegelatene kracht van sensor: kijk afbeeldinge. Voor eerste gebruik moet men mechanische montage en elektrische aansluiting controleren. Het product kan aangesloten worden tot elektrische leiding die voldoet aan energie kwaliteits regels bepaald door de wetgeving.	[553, 195, 1088, 235]
